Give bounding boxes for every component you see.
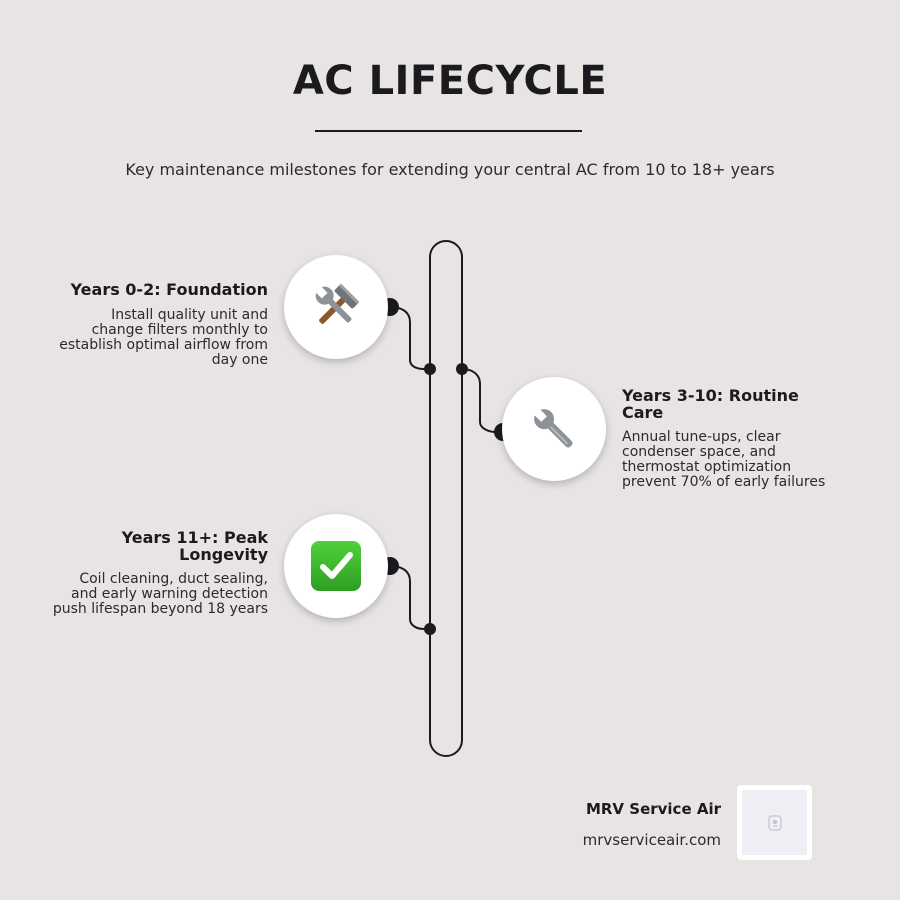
junction-dot-stage-1 <box>424 363 436 375</box>
connector-stage-3 <box>390 566 430 629</box>
stage-1-description: Install quality unit and change filters monthly to establish optimal airflow from day one <box>59 307 268 368</box>
stage-3-title: Years 11+: Peak Longevity <box>121 528 268 564</box>
brand-name: MRV Service Air <box>585 800 721 818</box>
connector-stage-2 <box>462 369 503 432</box>
junction-dot-stage-3 <box>424 623 436 635</box>
stage-1-title: Years 0-2: Foundation <box>70 280 268 299</box>
brand-website-link[interactable]: mrvserviceair.com <box>582 831 721 849</box>
junction-dot-stage-2 <box>456 363 468 375</box>
stage-3-icon-circle <box>284 514 388 618</box>
wrench-icon <box>528 403 580 455</box>
page-title: AC LIFECYCLE <box>292 58 608 104</box>
stage-2-description: Annual tune-ups, clear condenser space, and thermostat optimization prevent 70% of early failures <box>622 429 826 490</box>
stage-3-description: Coil cleaning, duct sealing, and early warning detection push lifespan beyond 18 years <box>52 571 268 617</box>
page-subtitle: Key maintenance milestones for extending your central AC from 10 to 18+ years <box>125 160 775 179</box>
stage-2-icon-circle <box>502 377 606 481</box>
logo-placeholder-icon <box>742 790 807 855</box>
timeline-track <box>430 241 462 756</box>
stage-2-title: Years 3-10: Routine Care <box>622 386 799 422</box>
check-mark-icon <box>311 541 361 591</box>
connector-stage-1 <box>390 307 430 369</box>
brand-logo-frame <box>737 785 812 860</box>
hammer-and-wrench-icon <box>310 281 362 333</box>
stage-1-icon-circle <box>284 255 388 359</box>
